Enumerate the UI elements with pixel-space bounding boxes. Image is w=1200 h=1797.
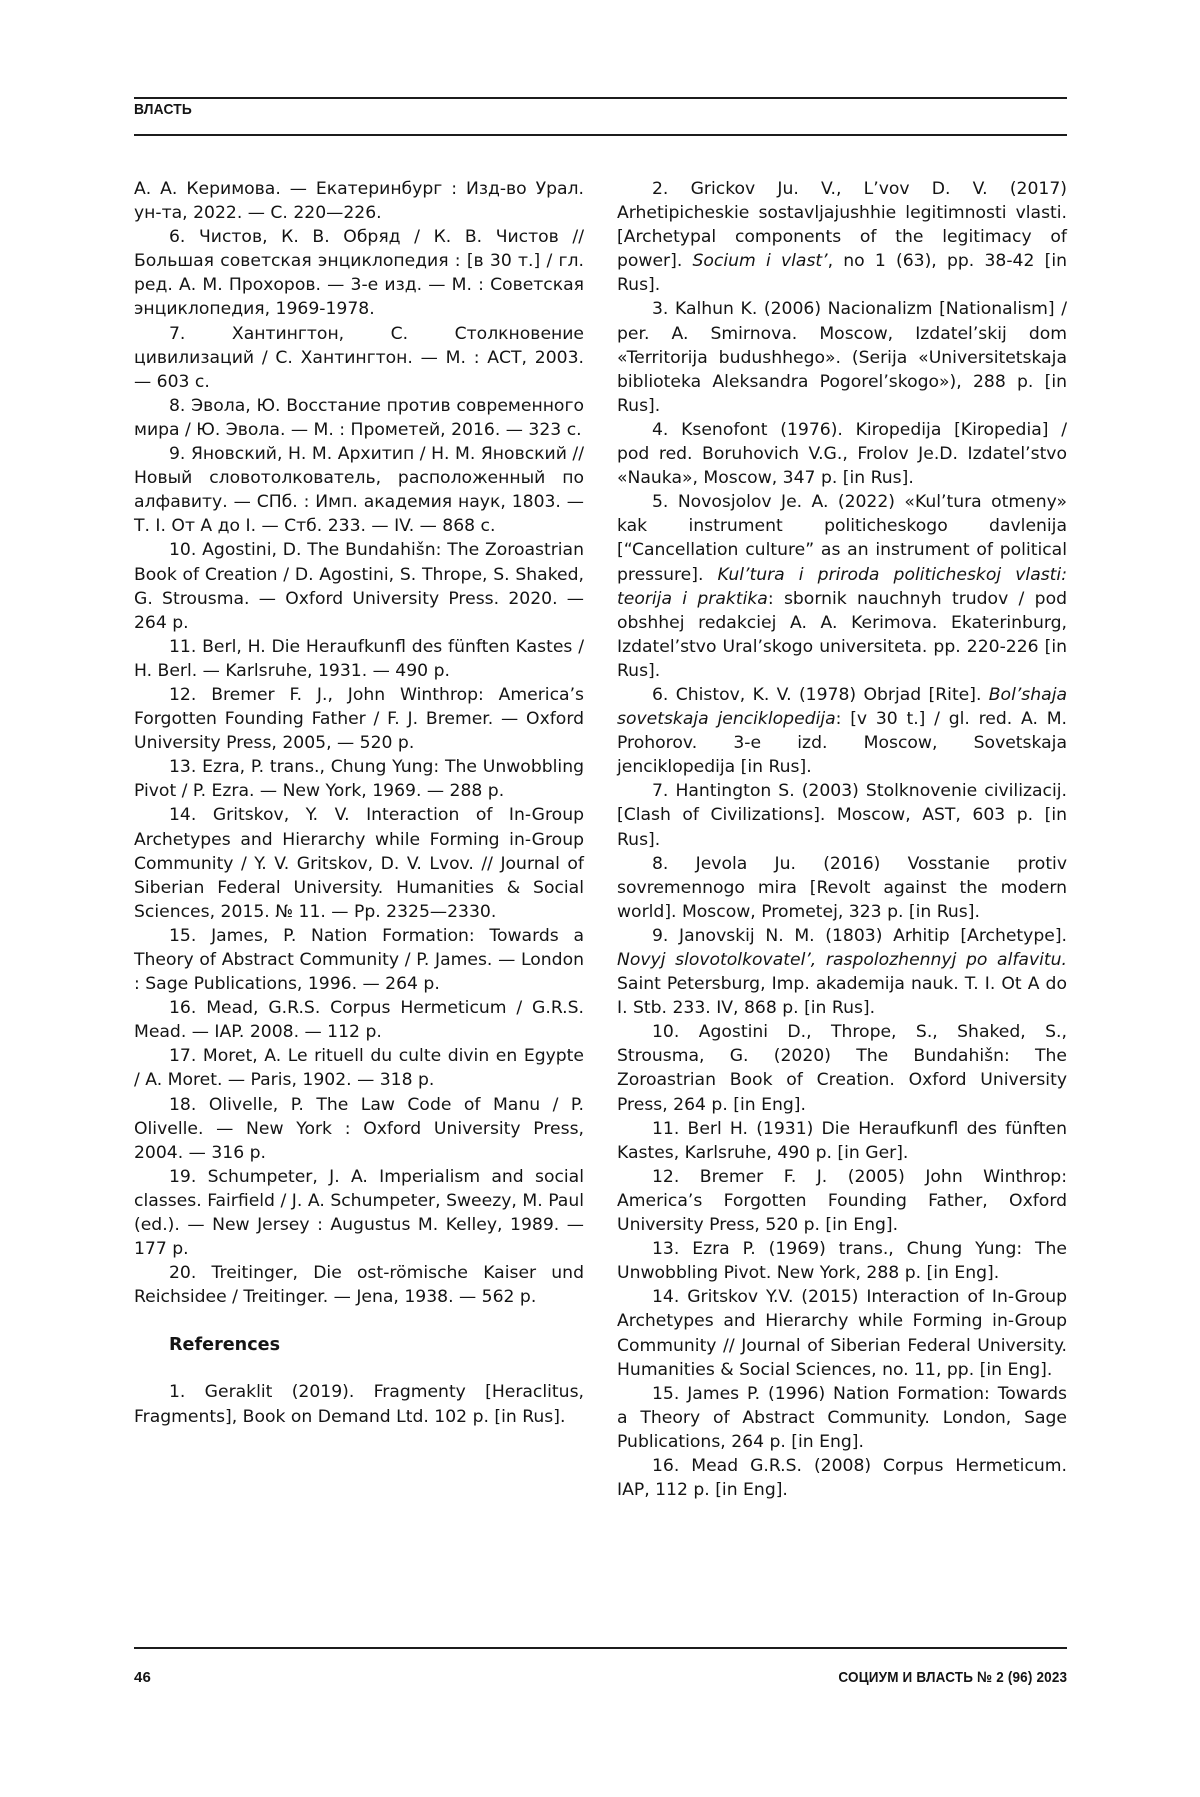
reference-item: 10. Agostini, D. The Bundahišn: The Zoroastrian Book of Creation / D. Agostini, S. Thrope, S. Shaked, G. Strousma. — Oxford University Press. 2020. — 264 p.	[134, 538, 584, 634]
right-column	[617, 177, 1067, 1502]
reference-item: 1. Geraklit (2019). Fragmenty [Heraclitus, Fragments], Book on Demand Ltd. 102 p. [in Rus].	[134, 1380, 584, 1428]
left-column	[134, 177, 584, 1429]
journal-page	[0, 0, 1200, 1797]
reference-item: 14. Gritskov Y.V. (2015) Interaction of In-Group Archetypes and Hierarchy while Forming in-Group Community // Journal of Siberian Federal University. Humanities & Social Sciences, no. 11, pp. [in Eng].	[617, 1285, 1067, 1381]
reference-item: 7. Hantington S. (2003) Stolknovenie civilizacij. [Clash of Civilizations]. Moscow, AST, 603 p. [in Rus].	[617, 779, 1067, 851]
reference-item: 13. Ezra, P. trans., Chung Yung: The Unwobbling Pivot / P. Ezra. — New York, 1969. — 288 p.	[134, 755, 584, 803]
footer-rule	[134, 1647, 1067, 1649]
reference-item: 12. Bremer F. J., John Winthrop: America’s Forgotten Founding Father / F. J. Bremer. — Oxford University Press, 2005, — 520 p.	[134, 683, 584, 755]
reference-item: 2. Grickov Ju. V., L’vov D. V. (2017) Arhetipicheskie sostavljajushhie legitimnosti vlasti. [Archetypal components of the legitimacy of power]. Socium i vlast’, no 1 (63), pp. 38-42 [in Rus].	[617, 177, 1067, 297]
reference-item: 11. Berl H. (1931) Die Heraufkunfl des fünften Kastes, Karlsruhe, 490 p. [in Ger].	[617, 1117, 1067, 1165]
reference-item: 15. James, P. Nation Formation: Towards a Theory of Abstract Community / P. James. — London : Sage Publications, 1996. — 264 p.	[134, 924, 584, 996]
reference-item: 20. Treitinger, Die ost-römische Kaiser und Reichsidee / Treitinger. — Jena, 1938. — 562 p.	[134, 1261, 584, 1309]
reference-item: 4. Ksenofont (1976). Kiropedija [Kiropedia] / pod red. Boruhovich V.G., Frolov Je.D. Izdatel’stvo «Nauka», Moscow, 347 p. [in Rus].	[617, 418, 1067, 490]
reference-item: 19. Schumpeter, J. A. Imperialism and social classes. Fairfield / J. A. Schumpeter, Sweezy, M. Paul (ed.). — New Jersey : Augustus M. Kelley, 1989. — 177 p.	[134, 1165, 584, 1261]
reference-item: 8. Jevola Ju. (2016) Vosstanie protiv sovremennogo mira [Revolt against the modern world]. Moscow, Prometej, 323 p. [in Rus].	[617, 852, 1067, 924]
reference-item: 17. Moret, A. Le rituell du culte divin en Egypte / A. Moret. — Paris, 1902. — 318 p.	[134, 1044, 584, 1092]
reference-item: 16. Mead, G.R.S. Corpus Hermeticum / G.R.S. Mead. — IAP. 2008. — 112 p.	[134, 996, 584, 1044]
reference-item: 10. Agostini D., Thrope, S., Shaked, S., Strousma, G. (2020) The Bundahišn: The Zoroastrian Book of Creation. Oxford University Press, 264 p. [in Eng].	[617, 1020, 1067, 1116]
reference-item: 11. Berl, H. Die Heraufkunfl des fünften Kastes / H. Berl. — Karlsruhe, 1931. — 490 p.	[134, 635, 584, 683]
reference-item: 9. Janovskij N. M. (1803) Arhitip [Archetype]. Novyj slovotolkovatel’, raspolozhennyj po alfavitu. Saint Petersburg, Imp. akademija nauk. T. I. Ot A do I. Stb. 233. IV, 868 p. [in Rus].	[617, 924, 1067, 1020]
reference-item: 5. Novosjolov Je. A. (2022) «Kul’tura otmeny» kak instrument politicheskogo davlenija [“Cancellation culture” as an instrument of political pressure]. Kul’tura i priroda politicheskoj vlasti: teorija i praktika: sbornik nauchnyh trudov / pod obshhej redakciej A. A. Kerimova. Ekaterinburg, Izdatel’stvo Ural’skogo universiteta. pp. 220-226 [in Rus].	[617, 490, 1067, 683]
journal-issue: СОЦИУМ И ВЛАСТЬ № 2 (96) 2023	[838, 1669, 1067, 1686]
reference-item: 6. Чистов, К. В. Обряд / К. В. Чистов // Большая советская энциклопедия : [в 30 т.] / гл. ред. А. М. Прохоров. — 3-е изд. — М. : Советская энциклопедия, 1969-1978.	[134, 225, 584, 321]
header-rule-bottom	[134, 134, 1067, 136]
reference-item: 16. Mead G.R.S. (2008) Corpus Hermeticum. IAP, 112 p. [in Eng].	[617, 1454, 1067, 1502]
running-title: ВЛАСТЬ	[134, 101, 192, 118]
reference-item: 3. Kalhun K. (2006) Nacionalizm [Nationalism] / per. A. Smirnova. Moscow, Izdatel’skij dom «Territorija budushhego». (Serija «Universitetskaja biblioteka Aleksandra Pogorel’skogo»), 288 p. [in Rus].	[617, 297, 1067, 417]
page-number: 46	[134, 1669, 151, 1686]
reference-item: 18. Olivelle, P. The Law Code of Manu / P. Olivelle. — New York : Oxford University Press, 2004. — 316 p.	[134, 1093, 584, 1165]
reference-item: 14. Gritskov, Y. V. Interaction of In-Group Archetypes and Hierarchy while Forming in-Group Community / Y. V. Gritskov, D. V. Lvov. // Journal of Siberian Federal University. Humanities & Social Sciences, 2015. № 11. — Pp. 2325—2330.	[134, 803, 584, 923]
reference-item: 9. Яновский, Н. М. Архитип / Н. М. Яновский // Новый словотолкователь, расположенный по алфавиту. — СПб. : Имп. академия наук, 1803. — Т. I. От А до I. — Стб. 233. — IV. — 868 с.	[134, 442, 584, 538]
reference-item: 15. James P. (1996) Nation Formation: Towards a Theory of Abstract Community. London, Sage Publications, 264 p. [in Eng].	[617, 1382, 1067, 1454]
reference-item: 13. Ezra P. (1969) trans., Chung Yung: The Unwobbling Pivot. New York, 288 p. [in Eng].	[617, 1237, 1067, 1285]
reference-item: 6. Chistov, K. V. (1978) Obrjad [Rite]. Bol’shaja sovetskaja jenciklopedija: [v 30 t.] / gl. red. A. M. Prohorov. 3-e izd. Moscow, Sovetskaja jenciklopedija [in Rus].	[617, 683, 1067, 779]
header-rule-top	[134, 97, 1067, 99]
reference-item: 7. Хантингтон, С. Столкновение цивилизаций / С. Хантингтон. — М. : АСТ, 2003. — 603 с.	[134, 322, 584, 394]
reference-item: А. А. Керимова. — Екатеринбург : Изд-во Урал. ун-та, 2022. — С. 220—226.	[134, 177, 584, 225]
reference-item: 8. Эвола, Ю. Восстание против современного мира / Ю. Эвола. — М. : Прометей, 2016. — 323 с.	[134, 394, 584, 442]
reference-item: 12. Bremer F. J. (2005) John Winthrop: America’s Forgotten Founding Father, Oxford University Press, 520 p. [in Eng].	[617, 1165, 1067, 1237]
references-heading: References	[169, 1333, 584, 1357]
